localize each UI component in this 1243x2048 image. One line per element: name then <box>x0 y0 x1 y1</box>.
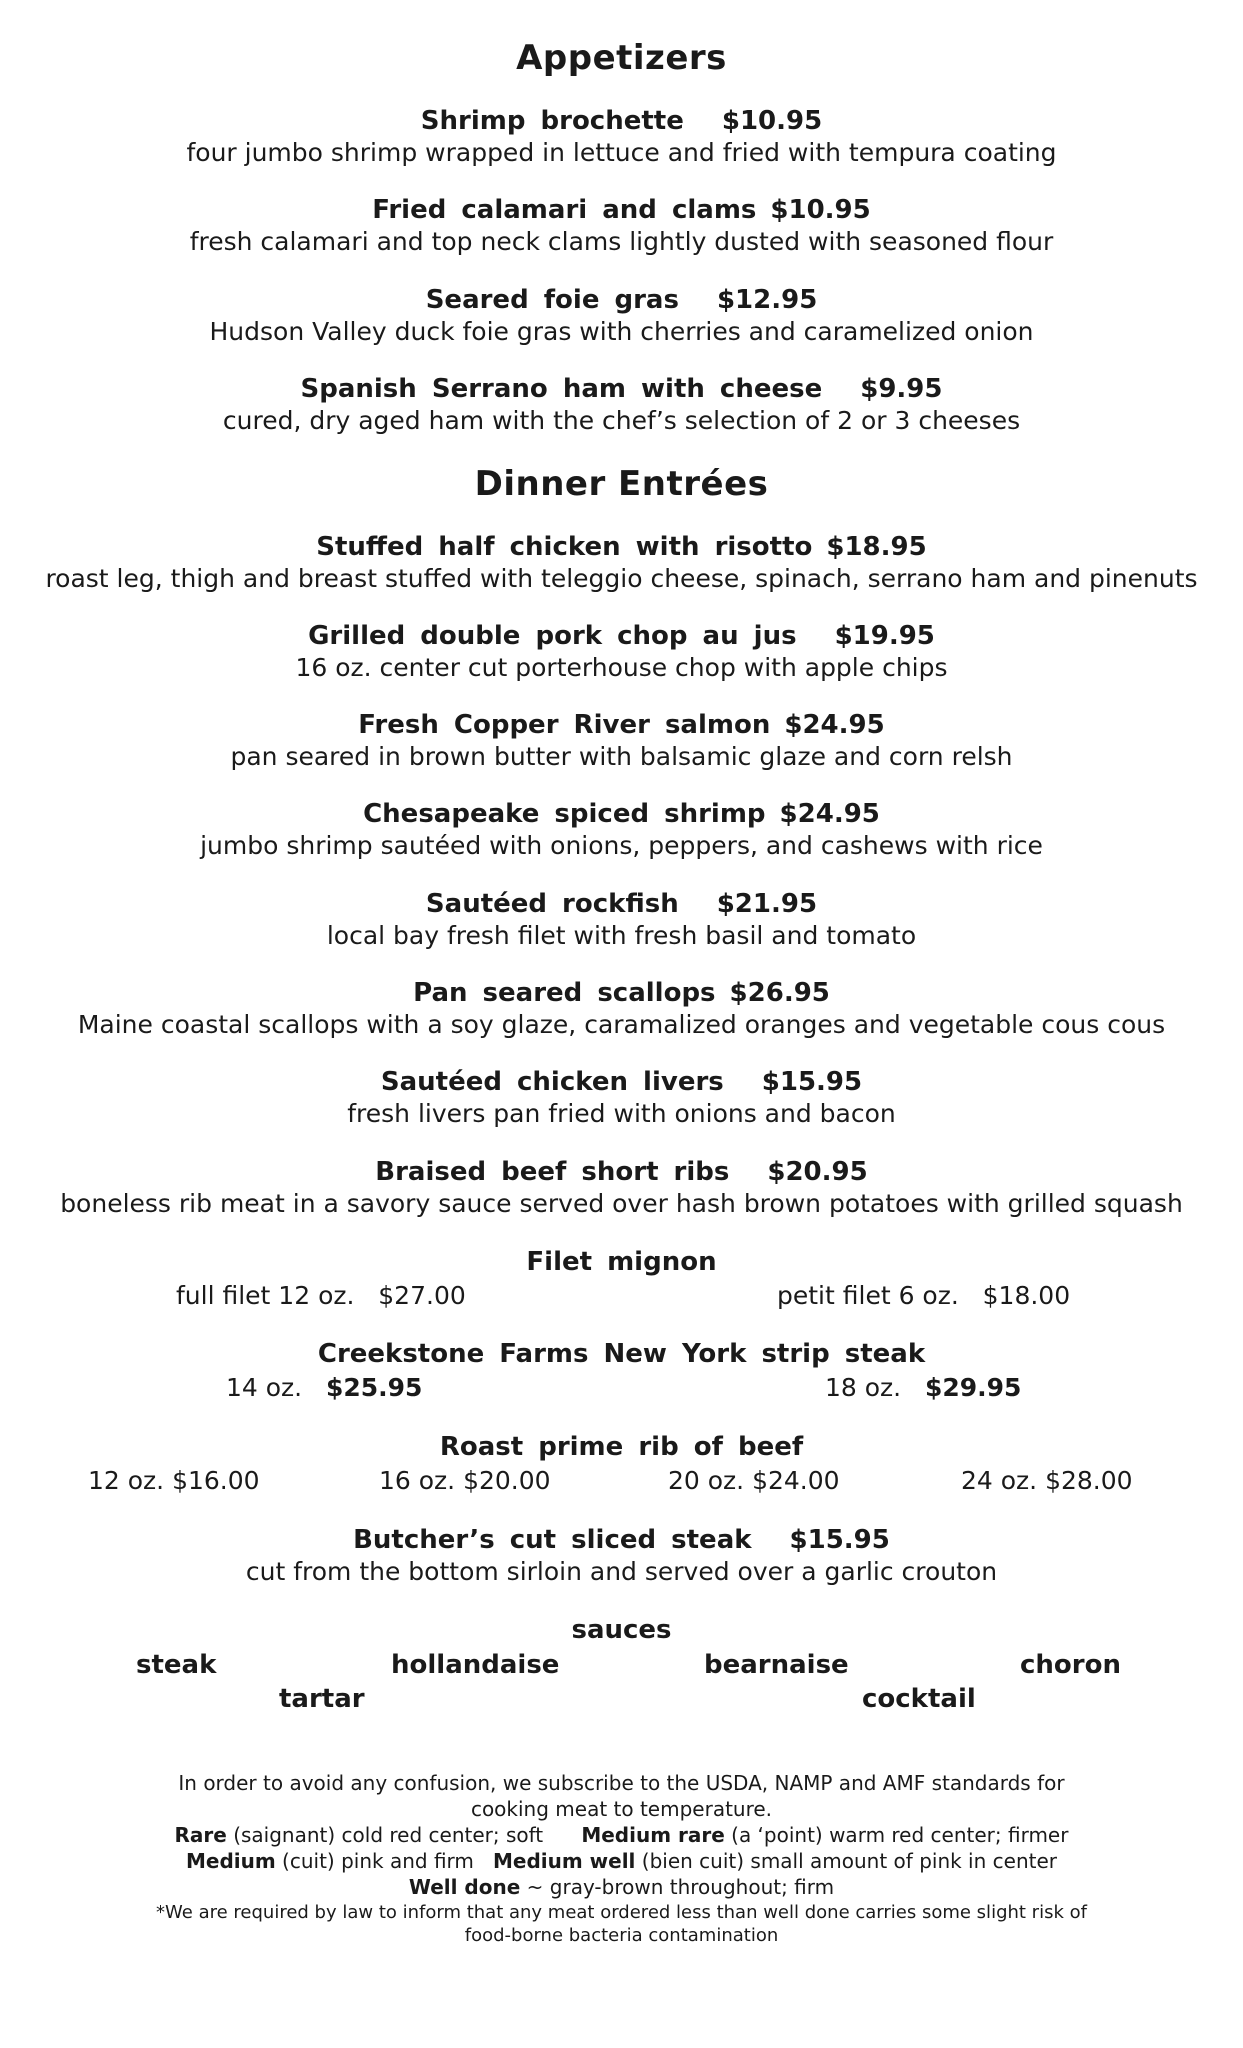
prime-rib-title: Roast prime rib of beef <box>439 1432 804 1462</box>
doneness-text: (saignant) cold red center; soft <box>226 1823 544 1847</box>
menu-item-title <box>0 106 1243 136</box>
doneness-text: (cuit) pink and firm <box>275 1849 474 1873</box>
doneness-label: Rare <box>174 1823 227 1847</box>
item-price: $18.95 <box>826 532 927 562</box>
doneness-line <box>0 1822 1243 1848</box>
option-size: petit filet 6 oz. <box>777 1281 959 1310</box>
strip-option <box>825 1373 1021 1402</box>
item-price: $10.95 <box>770 195 871 225</box>
sauce-item: tartar <box>279 1684 365 1714</box>
item-description: pan seared in brown butter with balsamic glaze and corn relsh <box>230 742 1013 771</box>
option-price: $25.95 <box>325 1373 423 1402</box>
option-price: $18.00 <box>982 1281 1071 1310</box>
item-name: Butcher’s cut sliced steak <box>353 1525 752 1555</box>
item-name: Sautéed rockfish <box>425 889 679 919</box>
sauce-item: choron <box>1020 1650 1121 1680</box>
option-size: 14 oz. <box>226 1373 303 1402</box>
prime-rib-option: 20 oz. $24.00 <box>668 1466 840 1495</box>
appetizers-heading: Appetizers <box>516 38 727 78</box>
sauce-item: steak <box>136 1650 217 1680</box>
strip-option <box>226 1373 422 1402</box>
item-name: Stuffed half chicken with risotto <box>316 532 813 562</box>
disclaimer-text: *We are required by law to inform that any meat ordered less than well done carries some slight risk of <box>156 1902 1087 1923</box>
doneness-text: ~ gray-brown throughout; firm <box>520 1875 835 1899</box>
option-size: 18 oz. <box>825 1373 902 1402</box>
doneness-label: Medium rare <box>581 1823 725 1847</box>
item-description: local bay fresh filet with fresh basil and tomato <box>326 921 917 950</box>
item-name: Sautéed chicken livers <box>380 1067 724 1097</box>
item-price: $24.95 <box>779 799 880 829</box>
standards-note: In order to avoid any confusion, we subscribe to the USDA, NAMP and AMF standards for <box>178 1771 1065 1795</box>
item-name: Pan seared scallops <box>413 978 716 1008</box>
item-description: cut from the bottom sirloin and served over a garlic crouton <box>245 1557 998 1586</box>
prime-rib-option: 16 oz. $20.00 <box>379 1466 551 1495</box>
menu-item-title <box>0 621 1243 651</box>
item-price: $19.95 <box>834 621 935 651</box>
menu-item-title <box>0 799 1243 829</box>
doneness-line <box>0 1874 1243 1900</box>
item-price: $26.95 <box>729 978 830 1008</box>
doneness-text: (bien cuit) small amount of pink in center <box>635 1849 1057 1873</box>
item-name: Fresh Copper River salmon <box>358 710 771 740</box>
filet-option <box>176 1281 466 1310</box>
option-price: $27.00 <box>378 1281 466 1310</box>
item-price: $12.95 <box>716 285 818 315</box>
doneness-label: Medium <box>185 1849 276 1873</box>
item-price: $10.95 <box>721 106 823 136</box>
menu-item-title <box>0 285 1243 315</box>
item-name: Grilled double pork chop au jus <box>308 621 797 651</box>
menu-item-title <box>0 1157 1243 1187</box>
item-name: Fried calamari and clams <box>372 195 757 225</box>
menu-item-title <box>0 532 1243 562</box>
disclaimer-text: food-borne bacteria contamination <box>464 1925 779 1946</box>
doneness-label: Medium well <box>492 1849 636 1873</box>
option-size: full filet 12 oz. <box>176 1281 355 1310</box>
item-description: fresh calamari and top neck clams lightly dusted with seasoned flour <box>189 227 1054 256</box>
item-price: $24.95 <box>784 710 885 740</box>
item-description: boneless rib meat in a savory sauce served over hash brown potatoes with grilled squash <box>60 1189 1183 1218</box>
item-name: Spanish Serrano ham with cheese <box>300 374 823 404</box>
doneness-text: (a ‘point) warm red center; firmer <box>724 1823 1069 1847</box>
item-name: Chesapeake spiced shrimp <box>363 799 766 829</box>
item-price: $15.95 <box>761 1067 863 1097</box>
doneness-line <box>0 1848 1243 1874</box>
menu-item-title <box>0 195 1243 225</box>
item-price: $20.95 <box>767 1157 868 1187</box>
item-description: four jumbo shrimp wrapped in lettuce and fried with tempura coating <box>186 138 1057 167</box>
doneness-label: Well done <box>408 1875 521 1899</box>
sauce-item: cocktail <box>862 1684 976 1714</box>
menu-item-title <box>0 889 1243 919</box>
sauce-item: hollandaise <box>391 1650 560 1680</box>
menu-item-title <box>0 710 1243 740</box>
option-price: $29.95 <box>924 1373 1022 1402</box>
item-price: $9.95 <box>860 374 943 404</box>
menu-item-title <box>0 1067 1243 1097</box>
prime-rib-option: 12 oz. $16.00 <box>88 1466 260 1495</box>
item-description: Hudson Valley duck foie gras with cherries and caramelized onion <box>209 317 1034 346</box>
item-description: 16 oz. center cut porterhouse chop with apple chips <box>295 653 948 682</box>
item-name: Seared foie gras <box>425 285 679 315</box>
filet-option <box>777 1281 1070 1310</box>
filet-mignon-title: Filet mignon <box>526 1247 717 1277</box>
sauces-heading: sauces <box>571 1615 672 1645</box>
item-price: $15.95 <box>789 1525 890 1555</box>
item-price: $21.95 <box>716 889 818 919</box>
sauce-item: bearnaise <box>704 1650 849 1680</box>
menu-item-title <box>0 1525 1243 1555</box>
standards-note: cooking meat to temperature. <box>470 1797 773 1821</box>
item-description: cured, dry aged ham with the chef’s selection of 2 or 3 cheeses <box>222 406 1021 435</box>
item-name: Braised beef short ribs <box>375 1157 730 1187</box>
menu-item-title <box>0 978 1243 1008</box>
item-description: roast leg, thigh and breast stuffed with teleggio cheese, spinach, serrano ham and pinenuts <box>45 564 1198 593</box>
item-description: fresh livers pan fried with onions and bacon <box>347 1099 896 1128</box>
strip-steak-title: Creekstone Farms New York strip steak <box>317 1339 926 1369</box>
item-description: jumbo shrimp sautéed with onions, peppers, and cashews with rice <box>200 831 1043 860</box>
item-description: Maine coastal scallops with a soy glaze, caramalized oranges and vegetable cous cous <box>77 1010 1166 1039</box>
prime-rib-option: 24 oz. $28.00 <box>961 1466 1133 1495</box>
entrees-heading: Dinner Entrées <box>474 464 769 504</box>
item-name: Shrimp brochette <box>420 106 684 136</box>
menu-item-title <box>0 374 1243 404</box>
